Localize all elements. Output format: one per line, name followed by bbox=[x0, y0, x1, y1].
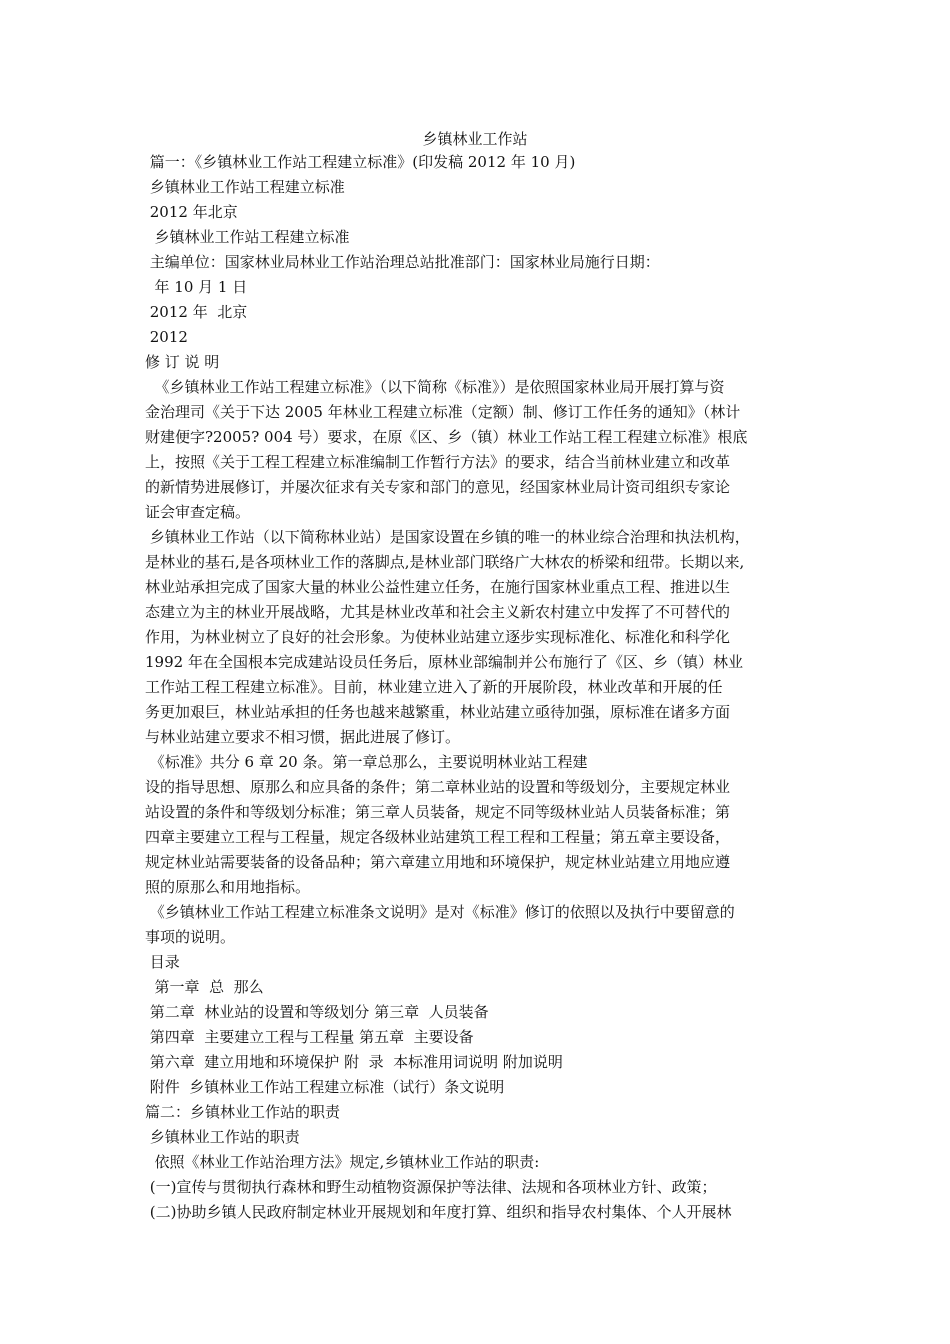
text-line: 态建立为主的林业开展战略，尤其是林业改革和社会主义新农村建立中发挥了不可替代的 bbox=[145, 603, 731, 621]
section-heading: 篇二：乡镇林业工作站的职责 bbox=[145, 1103, 341, 1121]
text-line: 证会审查定稿。 bbox=[145, 503, 251, 521]
text-line: 的新情势进展修订，并屡次征求有关专家和部门的意见，经国家林业局计资司组织专家论 bbox=[145, 478, 731, 496]
text-line: 财建便字?2005? 004 号）要求，在原《区、乡（镇）林业工作站工程工程建立标准》根底 bbox=[145, 428, 748, 446]
text-line: 金治理司《关于下达 2005 年林业工程建立标准（定额）制、修订工作任务的通知》（林计 bbox=[145, 403, 741, 421]
toc-entry: 第二章 林业站的设置和等级划分 第三章 人员装备 bbox=[145, 1003, 489, 1021]
text-line: 篇一：《乡镇林业工作站工程建立标准》(印发稿 2012 年 10 月) bbox=[145, 153, 576, 171]
text-line: 2012 年北京 bbox=[145, 203, 238, 221]
text-line: 乡镇林业工作站工程建立标准 bbox=[145, 178, 345, 196]
text-line: 2012 bbox=[145, 328, 188, 346]
list-item: (二)协助乡镇人民政府制定林业开展规划和年度打算、组织和指导农村集体、个人开展林 bbox=[145, 1203, 732, 1221]
list-item: (一)宣传与贯彻执行森林和野生动植物资源保护等法律、法规和各项林业方针、政策； bbox=[145, 1178, 717, 1196]
document-body bbox=[145, 150, 810, 1225]
paragraph-station-role bbox=[145, 525, 810, 750]
section-heading: 修 订 说 明 bbox=[145, 353, 220, 371]
text-line: 乡镇林业工作站（以下简称林业站）是国家设置在乡镇的唯一的林业综合治理和执法机构， bbox=[145, 528, 750, 546]
text-line: 1992 年在全国根本完成建站设员任务后，原林业部编制并公布施行了《区、乡（镇）林业 bbox=[145, 653, 743, 671]
toc-entry: 第四章 主要建立工程与工程量 第五章 主要设备 bbox=[145, 1028, 474, 1046]
text-line: 主编单位：国家林业局林业工作站治理总站批准部门：国家林业局施行日期： bbox=[145, 253, 660, 271]
table-of-contents bbox=[145, 950, 810, 1100]
text-line: 设的指导思想、原那么和应具备的条件；第二章林业站的设置和等级划分，主要规定林业 bbox=[145, 778, 731, 796]
text-line: 《乡镇林业工作站工程建立标准》（以下简称《标准》）是依照国家林业局开展打算与资 bbox=[145, 378, 725, 396]
toc-entry: 第六章 建立用地和环境保护 附 录 本标准用词说明 附加说明 bbox=[145, 1053, 563, 1071]
paragraph-revision-basis bbox=[145, 375, 810, 525]
text-line: 乡镇林业工作站的职责 bbox=[145, 1128, 300, 1146]
text-line: 作用，为林业树立了良好的社会形象。为使林业站建立逐步实现标准化、标准化和科学化 bbox=[145, 628, 731, 646]
text-line: 与林业站建立要求不相习惯，据此进展了修订。 bbox=[145, 728, 461, 746]
text-line: 规定林业站需要装备的设备品种；第六章建立用地和环境保护，规定林业站建立用地应遵 bbox=[145, 853, 731, 871]
text-line: 上，按照《关于工程工程建立标准编制工作暂行方法》的要求，结合当前林业建立和改革 bbox=[145, 453, 731, 471]
text-line: 依照《林业工作站治理方法》规定,乡镇林业工作站的职责: bbox=[145, 1153, 540, 1171]
text-line: 《标准》共分 6 章 20 条。第一章总那么，主要说明林业站工程建 bbox=[145, 753, 588, 771]
text-line: 年 10 月 1 日 bbox=[145, 278, 248, 296]
document-title: 乡镇林业工作站 bbox=[422, 130, 528, 148]
text-line: 照的原那么和用地指标。 bbox=[145, 878, 311, 896]
text-line: 乡镇林业工作站工程建立标准 bbox=[145, 228, 350, 246]
toc-entry: 附件 乡镇林业工作站工程建立标准（试行）条文说明 bbox=[145, 1078, 505, 1096]
toc-entry: 第一章 总 那么 bbox=[145, 978, 264, 996]
paragraph-standard-structure bbox=[145, 750, 810, 900]
text-line: 2012 年 北京 bbox=[145, 303, 248, 321]
text-line: 四章主要建立工程与工程量，规定各级林业站建筑工程工程和工程量；第五章主要设备， bbox=[145, 828, 731, 846]
toc-heading: 目录 bbox=[145, 953, 180, 971]
paragraph-clause-explanation bbox=[145, 900, 810, 950]
header-block bbox=[145, 150, 810, 375]
text-line: 事项的说明。 bbox=[145, 928, 236, 946]
text-line: 林业站承担完成了国家大量的林业公益性建立任务，在施行国家林业重点工程、推进以生 bbox=[145, 578, 731, 596]
text-line: 工作站工程工程建立标准》。目前，林业建立进入了新的开展阶段，林业改革和开展的任 bbox=[145, 678, 723, 696]
text-line: 是林业的基石,是各项林业工作的落脚点,是林业部门联络广大林农的桥梁和纽带。长期以来, bbox=[145, 553, 745, 571]
text-line: 务更加艰巨，林业站承担的任务也越来越繁重，林业站建立亟待加强，原标准在诸多方面 bbox=[145, 703, 731, 721]
part-two-duties bbox=[145, 1100, 810, 1225]
text-line: 站设置的条件和等级划分标准；第三章人员装备，规定不同等级林业站人员装备标准；第 bbox=[145, 803, 731, 821]
text-line: 《乡镇林业工作站工程建立标准条文说明》是对《标准》修订的依照以及执行中要留意的 bbox=[145, 903, 735, 921]
